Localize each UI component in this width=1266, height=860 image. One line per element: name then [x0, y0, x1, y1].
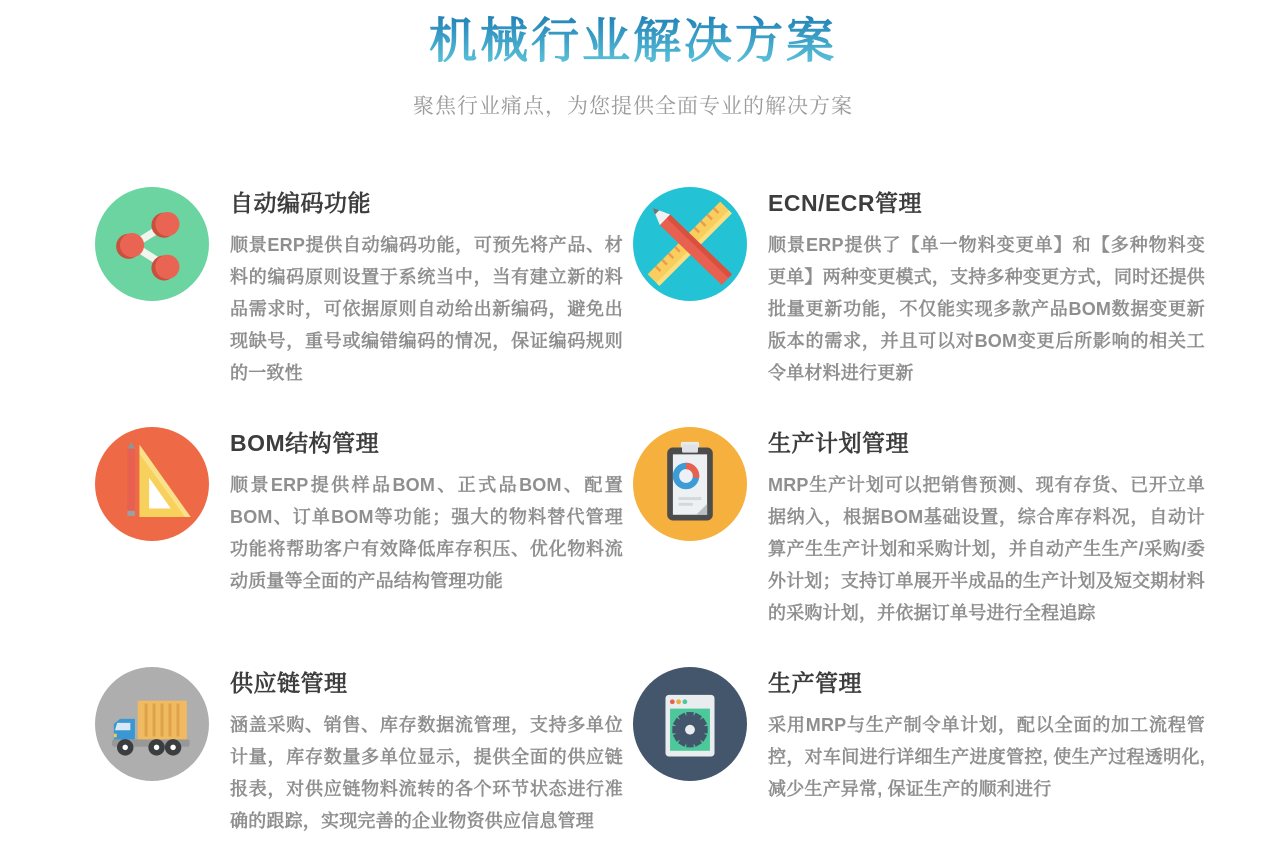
feature-title: BOM结构管理 — [230, 430, 380, 456]
feature-description: 采用MRP与生产制令单计划，配以全面的加工流程管控，对车间进行详细生产进度管控, 使生产过程透明化, 减少生产异常, 保证生产的顺利进行 — [768, 715, 1205, 799]
section-header — [0, 0, 1266, 119]
feature-description: 涵盖采购、销售、库存数据流管理，支持多单位计量，库存数量多单位显示，提供全面的供应链报表，对供应链物料流转的各个环节状态进行准确的跟踪，实现完善的企业物资供应信息管理 — [230, 715, 623, 831]
pencil-ruler-icon — [633, 187, 747, 301]
truck-icon — [95, 667, 209, 781]
clipboard-chart-icon — [633, 427, 747, 541]
browser-gear-icon — [633, 667, 747, 781]
page-title: 机械行业解决方案 — [429, 12, 837, 72]
feature-title: ECN/ECR管理 — [768, 190, 923, 216]
feature-production-management — [633, 667, 1205, 837]
set-square-pencil-icon — [95, 427, 209, 541]
feature-description: 顺景ERP提供自动编码功能，可预先将产品、材料的编码原则设置于系统当中，当有建立新的料品需求时，可依据原则自动给出新编码，避免出现缺号，重号或编错编码的情况，保证编码规则的一致性 — [230, 235, 623, 383]
feature-title: 自动编码功能 — [230, 190, 371, 216]
feature-description: 顺景ERP提供了【单一物料变更单】和【多种物料变更单】两种变更模式，支持多种变更方式，同时还提供批量更新功能，不仅能实现多款产品BOM数据变更新版本的需求，并且可以对BOM变更后所影响的相关工令单材料进行更新 — [768, 235, 1205, 383]
feature-ecn-ecr — [633, 187, 1205, 389]
feature-production-planning — [633, 427, 1205, 629]
page-subtitle: 聚焦行业痛点，为您提供全面专业的解决方案 — [413, 95, 853, 118]
feature-supply-chain — [95, 667, 623, 837]
feature-auto-coding — [95, 187, 623, 389]
feature-description: 顺景ERP提供样品BOM、正式品BOM、配置BOM、订单BOM等功能；强大的物料替代管理功能将帮助客户有效降低库存积压、优化物料流动质量等全面的产品结构管理功能 — [230, 475, 623, 591]
feature-description: MRP生产计划可以把销售预测、现有存货、已开立单据纳入，根据BOM基础设置，综合库存料况，自动计算产生生产计划和采购计划，并自动产生生产/采购/委外计划；支持订单展开半成品的生产计划及短交期材料的采购计划，并依据订单号进行全程追踪 — [768, 475, 1205, 623]
feature-title: 生产计划管理 — [768, 430, 909, 456]
share-icon — [95, 187, 209, 301]
feature-title: 生产管理 — [768, 670, 862, 696]
features-grid — [95, 187, 1205, 837]
feature-bom — [95, 427, 623, 629]
feature-title: 供应链管理 — [230, 670, 348, 696]
